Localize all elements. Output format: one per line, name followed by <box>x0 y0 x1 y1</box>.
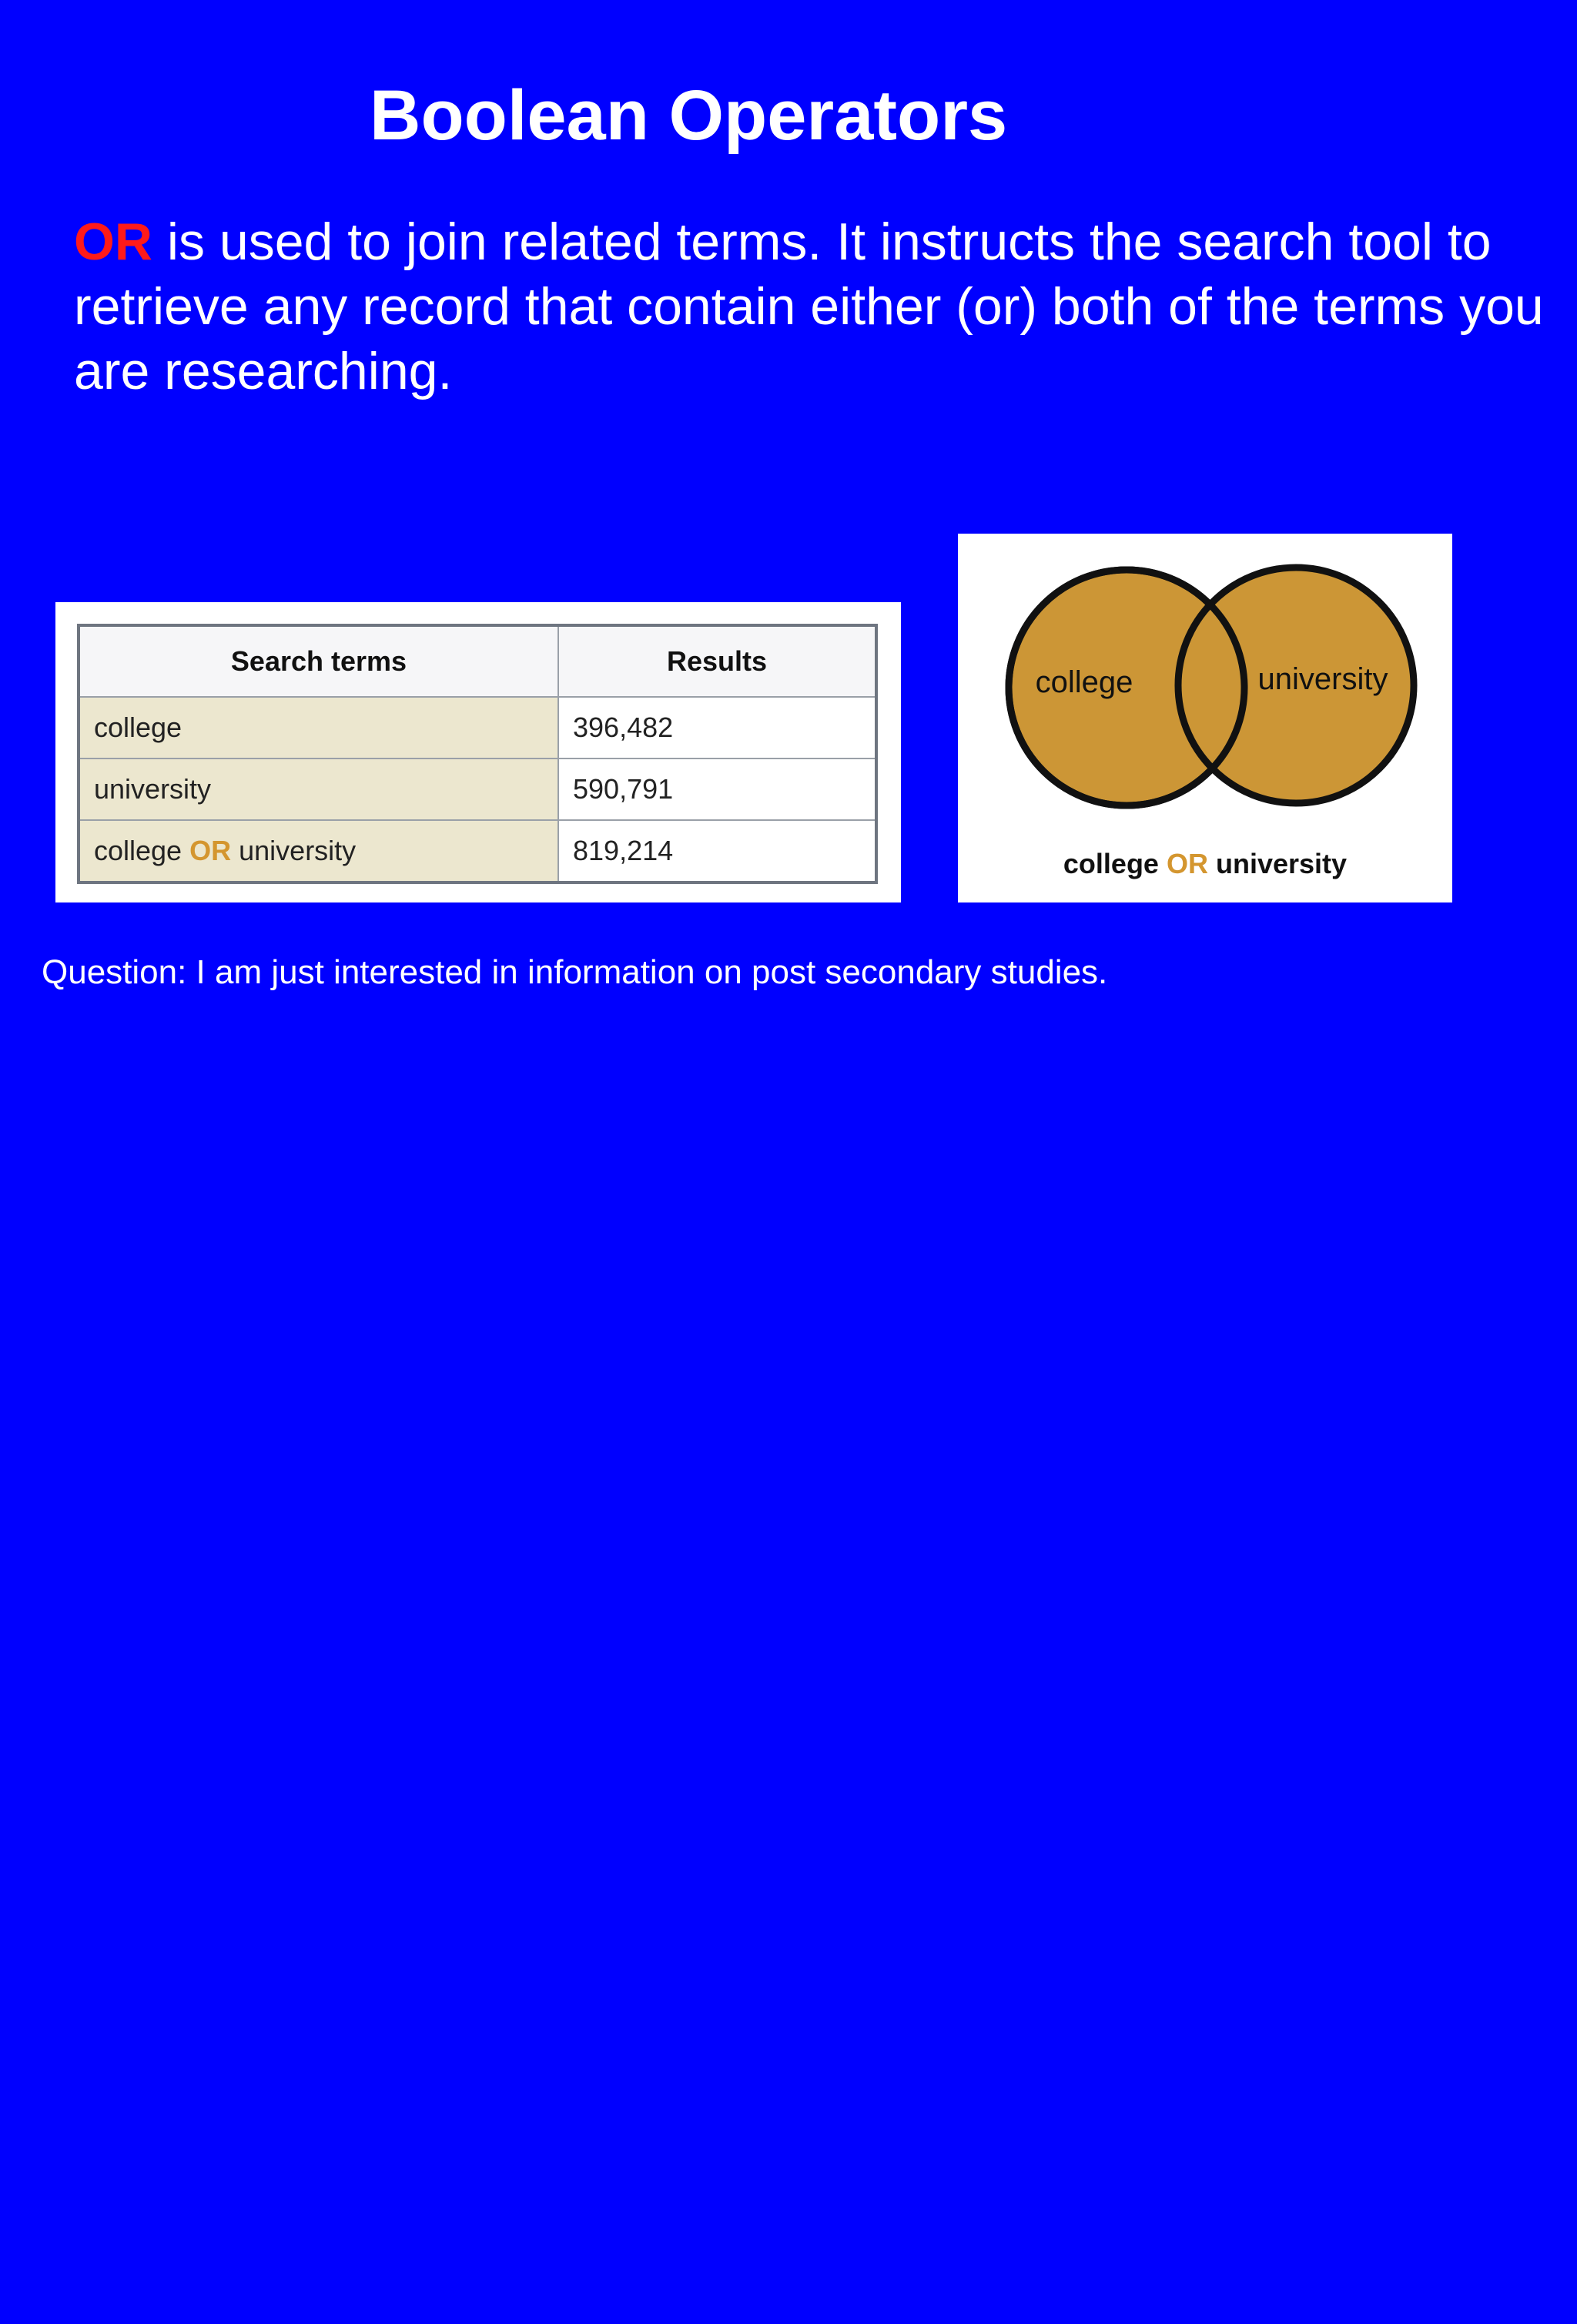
intro-text: is used to join related terms. It instructs the search tool to retrieve any record that contain either (or) both of the terms you are researching. <box>74 213 1544 400</box>
term-a: college <box>94 835 182 866</box>
caption-term-b: university <box>1216 848 1348 879</box>
operator-or: OR <box>74 213 152 271</box>
question-text: Question: I am just interested in information on post secondary studies. <box>42 953 1108 991</box>
result-cell: 819,214 <box>558 820 876 882</box>
results-table <box>77 624 878 884</box>
caption-term-a: college <box>1063 848 1159 879</box>
table-row <box>79 697 876 758</box>
header-results: Results <box>558 625 876 697</box>
search-term-cell: university <box>79 758 558 820</box>
slide-title: Boolean Operators <box>370 76 1008 155</box>
intro-paragraph <box>74 209 1552 404</box>
result-cell: 590,791 <box>558 758 876 820</box>
venn-label-left: college <box>1035 665 1133 699</box>
search-term-cell <box>79 820 558 882</box>
table-row <box>79 820 876 882</box>
table-row <box>79 758 876 820</box>
header-search-terms: Search terms <box>79 625 558 697</box>
venn-diagram-card <box>958 534 1452 902</box>
operator-or: OR <box>1166 848 1208 879</box>
term-b: university <box>239 835 357 866</box>
venn-caption <box>958 848 1452 880</box>
table-header-row <box>79 625 876 697</box>
results-table-card <box>55 602 901 902</box>
search-term-cell: college <box>79 697 558 758</box>
venn-label-right: university <box>1257 662 1388 696</box>
operator-or: OR <box>189 835 232 866</box>
result-cell: 396,482 <box>558 697 876 758</box>
